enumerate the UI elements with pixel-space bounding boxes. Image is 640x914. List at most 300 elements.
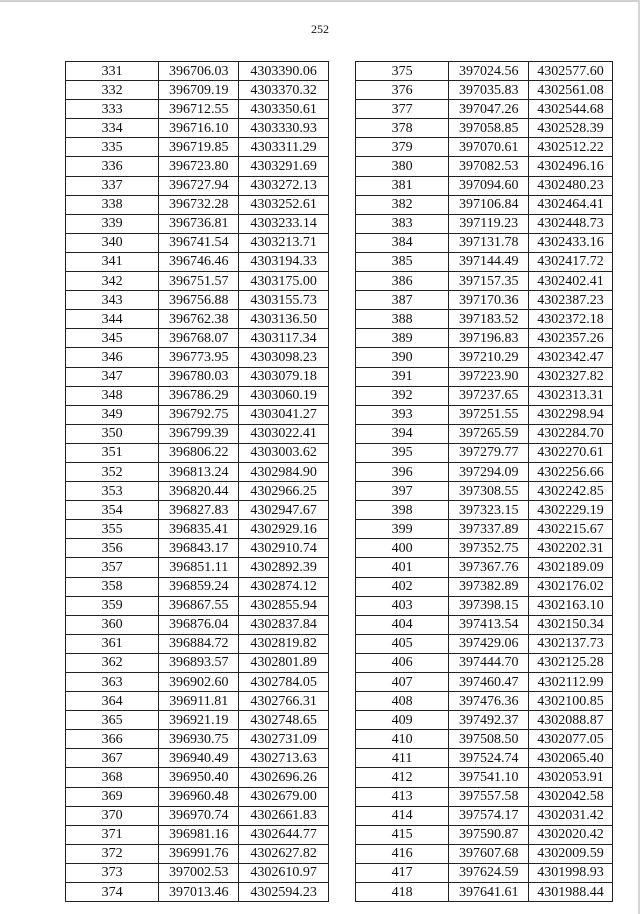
table-row	[66, 100, 329, 119]
point-number-cell: 405	[356, 634, 449, 653]
x-coordinate-cell: 397070.61	[449, 138, 529, 157]
point-number-cell: 384	[356, 233, 449, 252]
y-coordinate-cell: 4302387.23	[529, 291, 613, 310]
table-row	[356, 310, 613, 329]
x-coordinate-cell: 397444.70	[449, 653, 529, 672]
point-number-cell: 394	[356, 424, 449, 443]
point-number-cell: 383	[356, 214, 449, 233]
table-row	[66, 711, 329, 730]
y-coordinate-cell: 4302713.63	[239, 749, 329, 768]
y-coordinate-cell: 4302910.74	[239, 539, 329, 558]
x-coordinate-cell: 397106.84	[449, 195, 529, 214]
point-number-cell: 368	[66, 768, 159, 787]
point-number-cell: 404	[356, 615, 449, 634]
x-coordinate-cell: 396706.03	[159, 62, 239, 81]
point-number-cell: 416	[356, 844, 449, 863]
x-coordinate-cell: 396746.46	[159, 252, 239, 271]
point-number-cell: 402	[356, 577, 449, 596]
y-coordinate-cell: 4302661.83	[239, 806, 329, 825]
x-coordinate-cell: 396851.11	[159, 558, 239, 577]
x-coordinate-cell: 397352.75	[449, 539, 529, 558]
x-coordinate-cell: 397492.37	[449, 711, 529, 730]
y-coordinate-cell: 4302189.09	[529, 558, 613, 577]
table-row	[66, 157, 329, 176]
table-row	[356, 501, 613, 520]
point-number-cell: 370	[66, 806, 159, 825]
x-coordinate-cell: 396827.83	[159, 501, 239, 520]
point-number-cell: 354	[66, 501, 159, 520]
x-coordinate-cell: 396991.76	[159, 844, 239, 863]
point-number-cell: 356	[66, 539, 159, 558]
table-row	[356, 768, 613, 787]
table-row	[66, 844, 329, 863]
x-coordinate-cell: 396930.75	[159, 730, 239, 749]
x-coordinate-cell: 397210.29	[449, 348, 529, 367]
x-coordinate-cell: 396813.24	[159, 462, 239, 481]
table-row	[66, 883, 329, 902]
table-row	[356, 138, 613, 157]
y-coordinate-cell: 4302065.40	[529, 749, 613, 768]
point-number-cell: 355	[66, 520, 159, 539]
x-coordinate-cell: 397367.76	[449, 558, 529, 577]
y-coordinate-cell: 4302009.59	[529, 844, 613, 863]
point-number-cell: 407	[356, 673, 449, 692]
point-number-cell: 389	[356, 329, 449, 348]
point-number-cell: 385	[356, 252, 449, 271]
point-number-cell: 406	[356, 653, 449, 672]
y-coordinate-cell: 4303252.61	[239, 195, 329, 214]
x-coordinate-cell: 397119.23	[449, 214, 529, 233]
point-number-cell: 408	[356, 692, 449, 711]
point-number-cell: 348	[66, 386, 159, 405]
y-coordinate-cell: 4303233.14	[239, 214, 329, 233]
table-row	[66, 272, 329, 291]
point-number-cell: 352	[66, 462, 159, 481]
table-row	[66, 138, 329, 157]
y-coordinate-cell: 4302256.66	[529, 462, 613, 481]
table-row	[356, 806, 613, 825]
y-coordinate-cell: 4302855.94	[239, 596, 329, 615]
y-coordinate-cell: 4302150.34	[529, 615, 613, 634]
x-coordinate-cell: 397196.83	[449, 329, 529, 348]
y-coordinate-cell: 4302731.09	[239, 730, 329, 749]
point-number-cell: 373	[66, 863, 159, 882]
point-number-cell: 344	[66, 310, 159, 329]
table-row	[356, 233, 613, 252]
point-number-cell: 341	[66, 252, 159, 271]
x-coordinate-cell: 396876.04	[159, 615, 239, 634]
x-coordinate-cell: 396709.19	[159, 81, 239, 100]
table-row	[356, 558, 613, 577]
x-coordinate-cell: 397265.59	[449, 424, 529, 443]
table-row	[66, 310, 329, 329]
point-number-cell: 392	[356, 386, 449, 405]
table-row	[66, 62, 329, 81]
x-coordinate-cell: 396950.40	[159, 768, 239, 787]
y-coordinate-cell: 4302464.41	[529, 195, 613, 214]
point-number-cell: 359	[66, 596, 159, 615]
x-coordinate-cell: 397144.49	[449, 252, 529, 271]
point-number-cell: 345	[66, 329, 159, 348]
point-number-cell: 349	[66, 405, 159, 424]
point-number-cell: 386	[356, 272, 449, 291]
point-number-cell: 411	[356, 749, 449, 768]
x-coordinate-cell: 397323.15	[449, 501, 529, 520]
y-coordinate-cell: 4303213.71	[239, 233, 329, 252]
table-row	[66, 520, 329, 539]
x-coordinate-cell: 397058.85	[449, 119, 529, 138]
y-coordinate-cell: 4302284.70	[529, 424, 613, 443]
table-row	[356, 252, 613, 271]
y-coordinate-cell: 4302766.31	[239, 692, 329, 711]
table-row	[66, 730, 329, 749]
y-coordinate-cell: 4303117.34	[239, 329, 329, 348]
table-row	[356, 157, 613, 176]
x-coordinate-cell: 397279.77	[449, 443, 529, 462]
y-coordinate-cell: 4302020.42	[529, 825, 613, 844]
y-coordinate-cell: 4302644.77	[239, 825, 329, 844]
point-number-cell: 412	[356, 768, 449, 787]
x-coordinate-cell: 397460.47	[449, 673, 529, 692]
point-number-cell: 403	[356, 596, 449, 615]
x-coordinate-cell: 396843.17	[159, 539, 239, 558]
y-coordinate-cell: 4302594.23	[239, 883, 329, 902]
x-coordinate-cell: 397002.53	[159, 863, 239, 882]
table-row	[66, 424, 329, 443]
table-row	[356, 844, 613, 863]
y-coordinate-cell: 4302042.58	[529, 787, 613, 806]
table-row	[66, 558, 329, 577]
x-coordinate-cell: 396773.95	[159, 348, 239, 367]
point-number-cell: 400	[356, 539, 449, 558]
x-coordinate-cell: 397094.60	[449, 176, 529, 195]
point-number-cell: 351	[66, 443, 159, 462]
table-row	[356, 883, 613, 902]
x-coordinate-cell: 396736.81	[159, 214, 239, 233]
y-coordinate-cell: 4303136.50	[239, 310, 329, 329]
table-row	[356, 730, 613, 749]
point-number-cell: 415	[356, 825, 449, 844]
table-row	[66, 501, 329, 520]
y-coordinate-cell: 4303041.27	[239, 405, 329, 424]
y-coordinate-cell: 4302313.31	[529, 386, 613, 405]
y-coordinate-cell: 4303390.06	[239, 62, 329, 81]
x-coordinate-cell: 397157.35	[449, 272, 529, 291]
y-coordinate-cell: 4302357.26	[529, 329, 613, 348]
table-row	[66, 787, 329, 806]
x-coordinate-cell: 396859.24	[159, 577, 239, 596]
y-coordinate-cell: 4302947.67	[239, 501, 329, 520]
y-coordinate-cell: 4302176.02	[529, 577, 613, 596]
x-coordinate-cell: 396970.74	[159, 806, 239, 825]
y-coordinate-cell: 4302100.85	[529, 692, 613, 711]
point-number-cell: 357	[66, 558, 159, 577]
point-number-cell: 339	[66, 214, 159, 233]
table-row	[66, 749, 329, 768]
table-row	[66, 81, 329, 100]
x-coordinate-cell: 396893.57	[159, 653, 239, 672]
point-number-cell: 418	[356, 883, 449, 902]
x-coordinate-cell: 397641.61	[449, 883, 529, 902]
y-coordinate-cell: 4302577.60	[529, 62, 613, 81]
y-coordinate-cell: 4303370.32	[239, 81, 329, 100]
table-row	[356, 749, 613, 768]
table-row	[66, 692, 329, 711]
table-row	[356, 195, 613, 214]
y-coordinate-cell: 4302837.84	[239, 615, 329, 634]
table-row	[66, 195, 329, 214]
point-number-cell: 363	[66, 673, 159, 692]
point-number-cell: 401	[356, 558, 449, 577]
x-coordinate-cell: 397476.36	[449, 692, 529, 711]
x-coordinate-cell: 397541.10	[449, 768, 529, 787]
x-coordinate-cell: 396786.29	[159, 386, 239, 405]
y-coordinate-cell: 4302874.12	[239, 577, 329, 596]
x-coordinate-cell: 397607.68	[449, 844, 529, 863]
point-number-cell: 365	[66, 711, 159, 730]
point-number-cell: 342	[66, 272, 159, 291]
y-coordinate-cell: 4301998.93	[529, 863, 613, 882]
y-coordinate-cell: 4303022.41	[239, 424, 329, 443]
point-number-cell: 388	[356, 310, 449, 329]
point-number-cell: 391	[356, 367, 449, 386]
table-row	[66, 329, 329, 348]
table-row	[66, 482, 329, 501]
x-coordinate-cell: 396780.03	[159, 367, 239, 386]
table-row	[66, 176, 329, 195]
x-coordinate-cell: 396762.38	[159, 310, 239, 329]
table-row	[356, 673, 613, 692]
table-row	[356, 787, 613, 806]
x-coordinate-cell: 396940.49	[159, 749, 239, 768]
y-coordinate-cell: 4302561.08	[529, 81, 613, 100]
point-number-cell: 396	[356, 462, 449, 481]
x-coordinate-cell: 396727.94	[159, 176, 239, 195]
x-coordinate-cell: 396712.55	[159, 100, 239, 119]
x-coordinate-cell: 397170.36	[449, 291, 529, 310]
table-row	[356, 348, 613, 367]
table-row	[66, 596, 329, 615]
x-coordinate-cell: 397237.65	[449, 386, 529, 405]
x-coordinate-cell: 397047.26	[449, 100, 529, 119]
coordinate-table-left	[65, 61, 329, 902]
table-row	[66, 806, 329, 825]
y-coordinate-cell: 4302528.39	[529, 119, 613, 138]
y-coordinate-cell: 4302112.99	[529, 673, 613, 692]
table-row	[66, 252, 329, 271]
point-number-cell: 381	[356, 176, 449, 195]
x-coordinate-cell: 397508.50	[449, 730, 529, 749]
table-row	[356, 825, 613, 844]
x-coordinate-cell: 396921.19	[159, 711, 239, 730]
point-number-cell: 390	[356, 348, 449, 367]
x-coordinate-cell: 397429.06	[449, 634, 529, 653]
y-coordinate-cell: 4303330.93	[239, 119, 329, 138]
y-coordinate-cell: 4302088.87	[529, 711, 613, 730]
x-coordinate-cell: 397082.53	[449, 157, 529, 176]
y-coordinate-cell: 4302627.82	[239, 844, 329, 863]
y-coordinate-cell: 4303291.69	[239, 157, 329, 176]
table-row	[66, 577, 329, 596]
y-coordinate-cell: 4302077.05	[529, 730, 613, 749]
x-coordinate-cell: 396719.85	[159, 138, 239, 157]
x-coordinate-cell: 396867.55	[159, 596, 239, 615]
y-coordinate-cell: 4302748.65	[239, 711, 329, 730]
table-row	[356, 711, 613, 730]
table-row	[356, 615, 613, 634]
point-number-cell: 338	[66, 195, 159, 214]
table-row	[356, 291, 613, 310]
table-row	[356, 62, 613, 81]
x-coordinate-cell: 396716.10	[159, 119, 239, 138]
table-row	[66, 653, 329, 672]
y-coordinate-cell: 4302270.61	[529, 443, 613, 462]
x-coordinate-cell: 397413.54	[449, 615, 529, 634]
point-number-cell: 347	[66, 367, 159, 386]
table-row	[66, 634, 329, 653]
y-coordinate-cell: 4302298.94	[529, 405, 613, 424]
point-number-cell: 366	[66, 730, 159, 749]
y-coordinate-cell: 4302163.10	[529, 596, 613, 615]
x-coordinate-cell: 397624.59	[449, 863, 529, 882]
point-number-cell: 367	[66, 749, 159, 768]
y-coordinate-cell: 4303272.13	[239, 176, 329, 195]
point-number-cell: 409	[356, 711, 449, 730]
x-coordinate-cell: 396751.57	[159, 272, 239, 291]
point-number-cell: 377	[356, 100, 449, 119]
point-number-cell: 335	[66, 138, 159, 157]
y-coordinate-cell: 4303098.23	[239, 348, 329, 367]
x-coordinate-cell: 396835.41	[159, 520, 239, 539]
x-coordinate-cell: 396768.07	[159, 329, 239, 348]
point-number-cell: 332	[66, 81, 159, 100]
x-coordinate-cell: 397131.78	[449, 233, 529, 252]
table-row	[356, 539, 613, 558]
table-row	[356, 462, 613, 481]
y-coordinate-cell: 4302327.82	[529, 367, 613, 386]
table-row	[356, 367, 613, 386]
y-coordinate-cell: 4303194.33	[239, 252, 329, 271]
point-number-cell: 380	[356, 157, 449, 176]
x-coordinate-cell: 396799.39	[159, 424, 239, 443]
table-row	[356, 405, 613, 424]
point-number-cell: 382	[356, 195, 449, 214]
y-coordinate-cell: 4302448.73	[529, 214, 613, 233]
x-coordinate-cell: 397382.89	[449, 577, 529, 596]
x-coordinate-cell: 397294.09	[449, 462, 529, 481]
page-number: 252	[311, 22, 329, 36]
table-row	[66, 462, 329, 481]
y-coordinate-cell: 4302402.41	[529, 272, 613, 291]
y-coordinate-cell: 4303060.19	[239, 386, 329, 405]
y-coordinate-cell: 4302031.42	[529, 806, 613, 825]
table-row	[66, 443, 329, 462]
table-row	[66, 539, 329, 558]
y-coordinate-cell: 4302125.28	[529, 653, 613, 672]
table-row	[356, 176, 613, 195]
point-number-cell: 336	[66, 157, 159, 176]
table-row	[66, 233, 329, 252]
point-number-cell: 398	[356, 501, 449, 520]
point-number-cell: 343	[66, 291, 159, 310]
y-coordinate-cell: 4302053.91	[529, 768, 613, 787]
point-number-cell: 376	[356, 81, 449, 100]
x-coordinate-cell: 397398.15	[449, 596, 529, 615]
table-row	[356, 634, 613, 653]
y-coordinate-cell: 4303003.62	[239, 443, 329, 462]
x-coordinate-cell: 397574.17	[449, 806, 529, 825]
point-number-cell: 360	[66, 615, 159, 634]
y-coordinate-cell: 4302342.47	[529, 348, 613, 367]
point-number-cell: 417	[356, 863, 449, 882]
y-coordinate-cell: 4302610.97	[239, 863, 329, 882]
table-row	[66, 348, 329, 367]
table-row	[356, 482, 613, 501]
x-coordinate-cell: 397308.55	[449, 482, 529, 501]
x-coordinate-cell: 396960.48	[159, 787, 239, 806]
x-coordinate-cell: 396911.81	[159, 692, 239, 711]
y-coordinate-cell: 4302892.39	[239, 558, 329, 577]
point-number-cell: 331	[66, 62, 159, 81]
table-row	[66, 673, 329, 692]
x-coordinate-cell: 397223.90	[449, 367, 529, 386]
table-row	[66, 291, 329, 310]
table-row	[66, 768, 329, 787]
scan-edge-top	[0, 0, 640, 2]
x-coordinate-cell: 396884.72	[159, 634, 239, 653]
table-row	[356, 100, 613, 119]
x-coordinate-cell: 396756.88	[159, 291, 239, 310]
table-row	[66, 825, 329, 844]
point-number-cell: 399	[356, 520, 449, 539]
y-coordinate-cell: 4302984.90	[239, 462, 329, 481]
x-coordinate-cell: 396792.75	[159, 405, 239, 424]
table-row	[356, 443, 613, 462]
y-coordinate-cell: 4302801.89	[239, 653, 329, 672]
point-number-cell: 379	[356, 138, 449, 157]
y-coordinate-cell: 4302512.22	[529, 138, 613, 157]
y-coordinate-cell: 4302544.68	[529, 100, 613, 119]
x-coordinate-cell: 396723.80	[159, 157, 239, 176]
point-number-cell: 378	[356, 119, 449, 138]
x-coordinate-cell: 396732.28	[159, 195, 239, 214]
y-coordinate-cell: 4303350.61	[239, 100, 329, 119]
y-coordinate-cell: 4302966.25	[239, 482, 329, 501]
y-coordinate-cell: 4302480.23	[529, 176, 613, 195]
table-row	[356, 386, 613, 405]
point-number-cell: 334	[66, 119, 159, 138]
y-coordinate-cell: 4303175.00	[239, 272, 329, 291]
point-number-cell: 362	[66, 653, 159, 672]
x-coordinate-cell: 397183.52	[449, 310, 529, 329]
y-coordinate-cell: 4302819.82	[239, 634, 329, 653]
table-row	[66, 863, 329, 882]
y-coordinate-cell: 4302929.16	[239, 520, 329, 539]
point-number-cell: 387	[356, 291, 449, 310]
x-coordinate-cell: 396902.60	[159, 673, 239, 692]
y-coordinate-cell: 4303311.29	[239, 138, 329, 157]
table-row	[356, 424, 613, 443]
x-coordinate-cell: 396820.44	[159, 482, 239, 501]
y-coordinate-cell: 4302229.19	[529, 501, 613, 520]
point-number-cell: 413	[356, 787, 449, 806]
point-number-cell: 397	[356, 482, 449, 501]
table-row	[356, 863, 613, 882]
y-coordinate-cell: 4302496.16	[529, 157, 613, 176]
point-number-cell: 337	[66, 176, 159, 195]
x-coordinate-cell: 397337.89	[449, 520, 529, 539]
point-number-cell: 372	[66, 844, 159, 863]
